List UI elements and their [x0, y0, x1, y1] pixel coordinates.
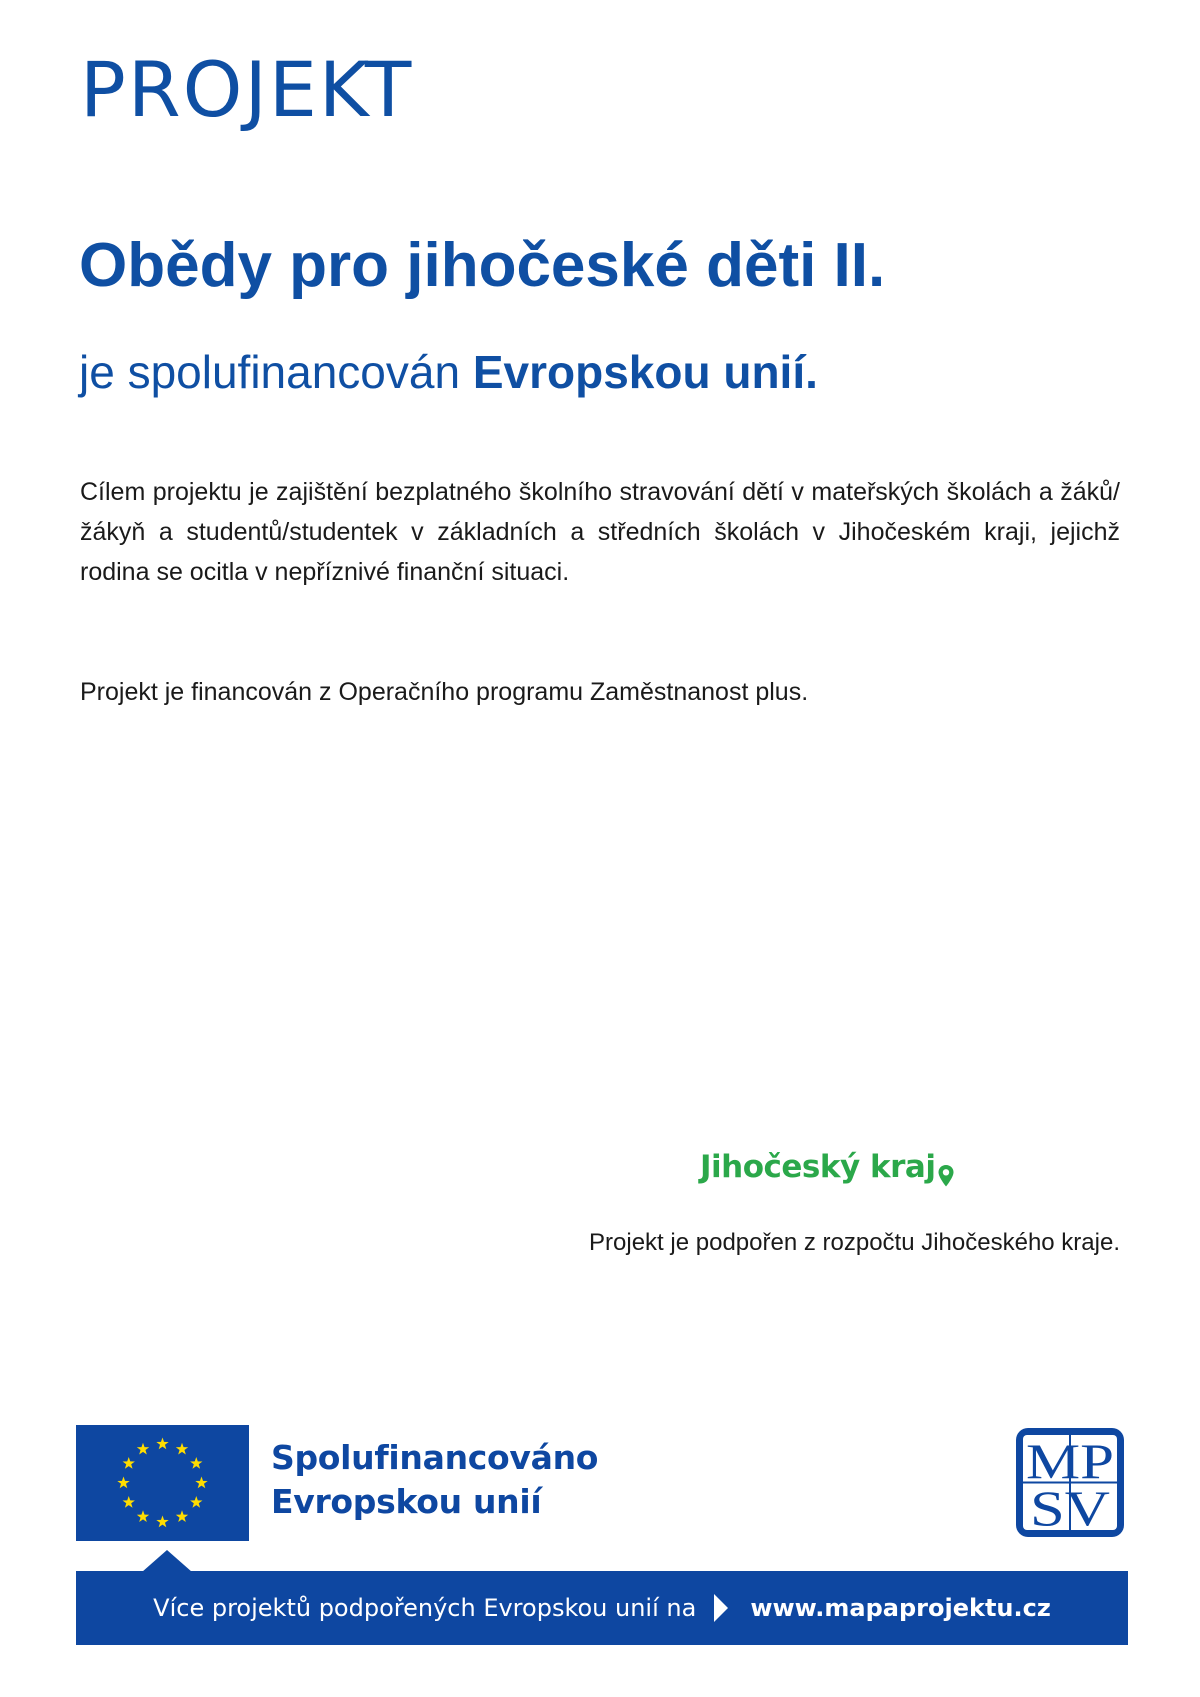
eu-flag-icon: [76, 1425, 249, 1541]
eu-star-icon: [190, 1496, 202, 1508]
eu-star-icon: [176, 1443, 188, 1455]
eu-star-icon: [156, 1438, 168, 1450]
eu-star-icon: [195, 1477, 207, 1489]
subtitle-prefix: je spolufinancován: [79, 346, 473, 398]
eu-star-icon: [137, 1510, 149, 1522]
eu-star-icon: [123, 1496, 135, 1508]
mpsv-letters-top: MP: [1026, 1433, 1114, 1489]
mpsv-logo-icon: [1014, 1426, 1126, 1539]
region-logo-text: Jihočeský kraj: [700, 1149, 936, 1185]
banner-url-link[interactable]: www.mapaprojektu.cz: [750, 1594, 1051, 1622]
funding-note: Projekt je financován z Operačního programu Zaměstnanost plus.: [80, 678, 809, 706]
eu-label-line2: Evropskou unií: [271, 1482, 542, 1521]
eu-star-icon: [117, 1477, 129, 1489]
page-heading: PROJEKT: [80, 45, 414, 134]
eu-star-icon: [123, 1457, 135, 1469]
banner-text: Více projektů podpořených Evropskou unií na: [153, 1594, 697, 1622]
project-title: Obědy pro jihočeské děti II.: [79, 231, 886, 300]
eu-star-icon: [176, 1510, 188, 1522]
banner-notch: [142, 1549, 192, 1573]
eu-star-icon: [190, 1457, 202, 1469]
mpsv-letters-bottom: SV: [1030, 1480, 1110, 1536]
project-description: Cílem projektu je zajištění bezplatného školního stravování dětí v mateřských školách a žáků/žákyň a studentů/studentek v základních a středních školách v Jihočeském kraji, jejichž rodina se ocitla v nepříznivé finanční situaci.: [80, 478, 1120, 586]
location-pin-icon: [937, 1164, 955, 1193]
eu-star-icon: [156, 1516, 168, 1528]
eu-star-icon: [137, 1443, 149, 1455]
arrow-right-icon: [714, 1594, 728, 1622]
eu-cofinanced-label: [271, 1436, 598, 1524]
region-support-note: Projekt je podpořen z rozpočtu Jihočeského kraje.: [589, 1229, 1120, 1256]
eu-label-line1: Spolufinancováno: [271, 1438, 599, 1477]
project-subtitle: [79, 345, 818, 400]
region-logo: [700, 1149, 955, 1185]
mapaprojektu-banner[interactable]: [76, 1571, 1128, 1645]
subtitle-emphasis: Evropskou unií.: [472, 346, 818, 398]
